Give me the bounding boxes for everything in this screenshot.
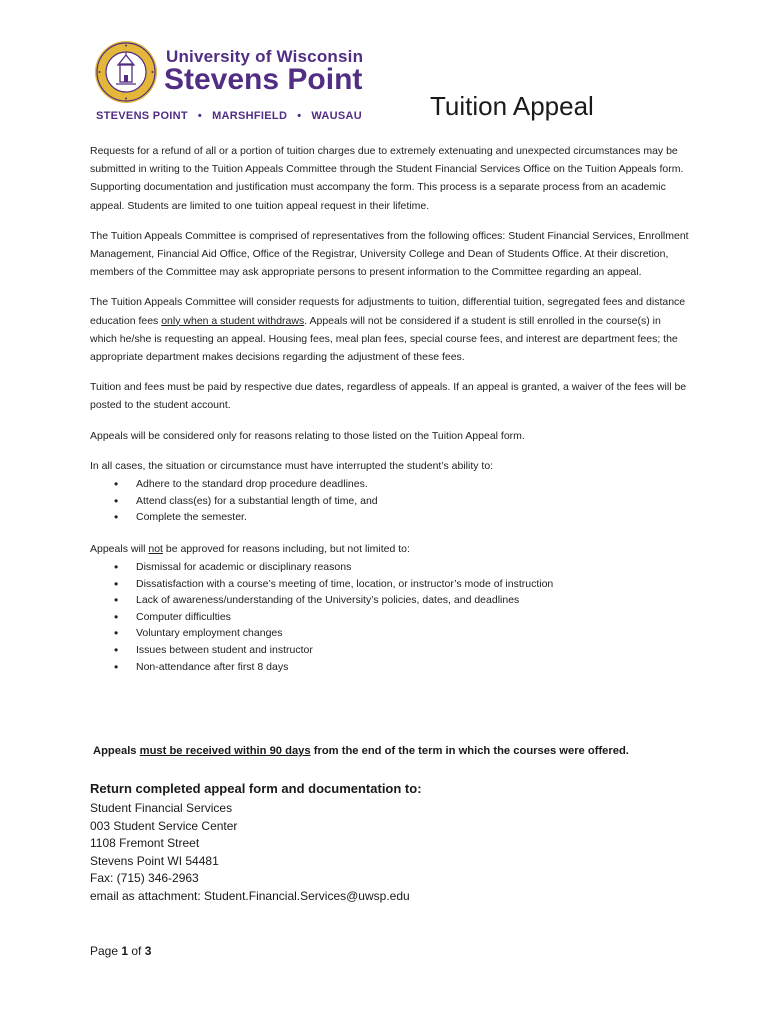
location-marshfield: MARSHFIELD [212,110,288,122]
not-approved-text-end: be approved for reasons including, but not limited to: [162,542,410,555]
not-approved-list [90,559,690,675]
interrupted-intro: In all cases, the situation or circumstance must have interrupted the student’s ability to: [90,459,494,472]
separator-dot: • [197,110,203,122]
list-item: • Computer difficulties [136,609,690,626]
address-line: 003 Student Service Center [90,818,238,833]
consideration-text-end: . Appeals will not be considered if a student is still enrolled in the course(s) in which he/she is requesting an appeal. Housing fees, meal plan fees, special course fees, and interest are department fees; the appropriate department makes decisions regarding the adjustment of these fees. [90,314,678,364]
deadline-text-start: Appeals [93,745,140,757]
page-word: Page [90,944,122,958]
university-name: University of Wisconsin [166,47,364,66]
consideration-text-start: The Tuition Appeals Committee will consider requests for adjustments to tuition, differential tuition, segregated fees and distance education fees [90,296,686,327]
location-wausau: WAUSAU [311,110,363,122]
total-pages: 3 [144,944,152,958]
return-heading: Return completed appeal form and documentation to: [90,781,422,796]
committee-paragraph: The Tuition Appeals Committee is comprised of representatives from the following offices: Student Financial Services, Enrollment Management, Financial Aid Office, Office of the Registrar, University College and Dean of Students Office. At their discretion, members of the Committee may ask appropriate persons to present information to the Committee regarding an appeal. [90,229,689,279]
current-page: 1 [121,944,129,958]
intro-paragraph: Requests for a refund of all or a portion of tuition charges due to extremely extenuating and unexpected circumstances may be submitted in writing to the Tuition Appeals Committee through the Student Financial Services Office on the Tuition Appeals form. Supporting documentation and justification must accompany the form. This process is a separate process from an academic appeal. Students are limited to one tuition appeal request in their lifetime. [90,145,684,212]
list-item: • Voluntary employment changes [136,625,690,642]
return-address [90,800,410,905]
not-approved-text-start: Appeals will [90,542,149,555]
address-line: 1108 Fremont Street [90,836,200,850]
campus-locations [96,110,362,122]
email-line: email as attachment: Student.Financial.Services@uwsp.edu [90,888,410,903]
university-seal-logo [94,40,158,104]
of-word: of [128,944,145,958]
deadline-text-end: from the end of the term in which the courses were offered. [310,745,629,757]
list-item: • Dismissal for academic or disciplinary reasons [136,559,690,576]
withdraw-condition: only when a student withdraws [161,314,305,327]
list-item: • Adhere to the standard drop procedure deadlines. [136,476,690,493]
list-item: • Attend class(es) for a substantial length of time, and [136,493,690,510]
list-item: • Dissatisfaction with a course’s meeting of time, location, or instructor’s mode of instruction [136,576,690,593]
list-item: • Issues between student and instructor [136,642,690,659]
not-emphasis: not [148,542,163,555]
list-item: • Non-attendance after first 8 days [136,659,690,676]
not-approved-intro [90,540,690,558]
document-body [90,142,690,689]
address-line: Stevens Point WI 54481 [90,853,219,868]
fees-paragraph: Tuition and fees must be paid by respective due dates, regardless of appeals. If an appeal is granted, a waiver of the fees will be posted to the student account. [90,381,687,412]
interrupted-list [90,476,690,526]
campus-name: Stevens Point [164,63,363,96]
consideration-paragraph [90,293,690,366]
address-line: Student Financial Services [90,801,233,815]
document-title: Tuition Appeal [430,91,594,121]
reasons-paragraph: Appeals will be considered only for reasons relating to those listed on the Tuition Appeal form. [90,429,525,442]
page-number [90,944,151,958]
deadline-notice [93,745,629,757]
separator-dot: • [297,110,302,122]
fax-line: Fax: (715) 346-2963 [90,871,199,885]
location-stevens-point: STEVENS POINT [96,110,188,122]
list-item: • Complete the semester. [136,509,690,526]
deadline-emphasis: must be received within 90 days [139,745,311,757]
list-item: • Lack of awareness/understanding of the University’s policies, dates, and deadlines [136,592,690,609]
